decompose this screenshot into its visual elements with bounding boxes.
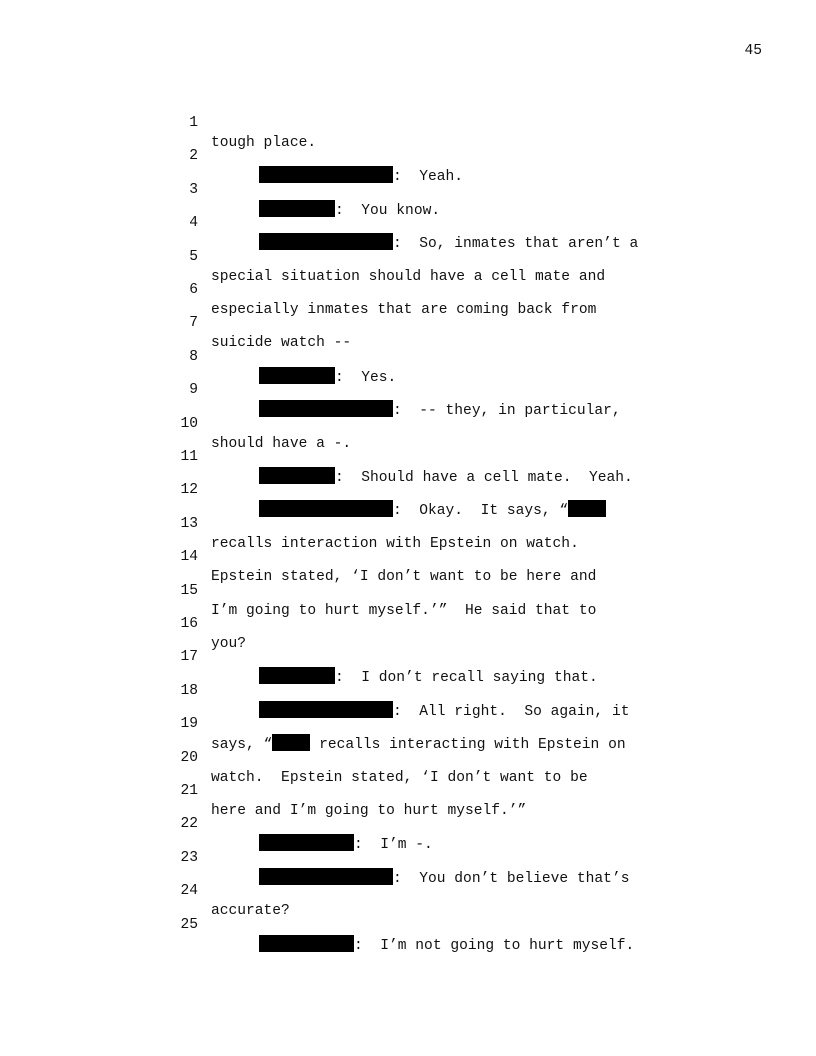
redaction-block — [259, 166, 393, 183]
redaction-block — [259, 467, 335, 484]
line-number: 4 — [189, 215, 198, 232]
line-text: : Should have a cell mate. Yeah. — [335, 470, 633, 486]
line-text: should have a -. — [211, 435, 352, 452]
line-number: 2 — [189, 148, 198, 165]
line-text: : So, inmates that aren’t a — [393, 236, 639, 253]
line-text: special situation should have a cell mate and — [211, 268, 606, 285]
line-number: 14 — [180, 549, 198, 566]
redaction-block — [272, 734, 310, 751]
redaction-block — [568, 500, 606, 517]
line-text: : Yes. — [335, 369, 397, 386]
line-text: I’m going to hurt myself.’” He said that to — [211, 602, 597, 619]
line-number: 8 — [189, 348, 198, 365]
line-text-after: recalls interacting with Epstein on — [310, 737, 626, 754]
line-number: 22 — [180, 816, 198, 833]
line-number: 5 — [189, 248, 198, 265]
line-number: 7 — [189, 315, 198, 332]
line-number: 9 — [189, 382, 198, 399]
redaction-block — [259, 667, 335, 684]
redaction-block — [259, 233, 393, 250]
transcript-line — [0, 394, 352, 452]
line-text: recalls interaction with Epstein on watch. — [211, 535, 579, 552]
page-number: 45 — [744, 43, 762, 59]
line-number: 13 — [180, 515, 198, 532]
redaction-block — [259, 367, 335, 384]
line-number: 25 — [180, 916, 198, 933]
line-text: : I’m not going to hurt myself. — [354, 937, 635, 954]
line-text: : You don’t believe that’s — [393, 870, 630, 887]
line-text: tough place. — [211, 135, 317, 151]
line-number: 1 — [189, 115, 198, 131]
line-number: 24 — [180, 883, 198, 900]
line-text: especially inmates that are coming back from — [211, 302, 597, 318]
redaction-block — [259, 500, 393, 517]
line-number: 12 — [180, 482, 198, 499]
line-text: you? — [211, 636, 247, 652]
line-number: 19 — [180, 716, 198, 733]
line-number: 16 — [180, 616, 198, 632]
transcript-line — [0, 594, 247, 652]
line-text: watch. Epstein stated, ‘I don’t want to be — [211, 769, 588, 786]
line-text: : You know. — [335, 202, 441, 219]
line-number: 18 — [180, 682, 198, 699]
transcript-line — [0, 427, 633, 486]
line-text: : -- they, in particular, — [393, 403, 621, 420]
transcript-line — [0, 93, 317, 151]
line-number: 6 — [189, 282, 198, 298]
line-text: : I’m -. — [354, 837, 433, 854]
line-text: here and I’m going to hurt myself.’” — [211, 803, 527, 819]
line-number: 17 — [180, 649, 198, 666]
redaction-block — [259, 200, 335, 217]
transcript-line — [0, 861, 290, 920]
line-text: Epstein stated, ‘I don’t want to be here and — [211, 569, 597, 586]
line-text: accurate? — [211, 903, 290, 920]
line-text: says, “ — [211, 737, 273, 754]
line-number: 3 — [189, 181, 198, 198]
line-text: : I don’t recall saying that. — [335, 670, 598, 687]
line-text: suicide watch -- — [211, 335, 352, 352]
line-number: 15 — [180, 582, 198, 599]
line-number: 11 — [180, 449, 198, 465]
line-text: : All right. So again, it — [393, 703, 630, 720]
line-number: 23 — [180, 849, 198, 866]
line-number: 10 — [180, 415, 198, 432]
redaction-block — [259, 701, 393, 718]
line-number: 20 — [180, 749, 198, 766]
redaction-block — [259, 400, 393, 417]
redaction-block — [259, 868, 393, 885]
line-number: 21 — [180, 783, 198, 799]
line-text: : Yeah. — [393, 169, 464, 186]
line-text: : Okay. It says, “ — [393, 503, 569, 520]
transcript-line — [0, 293, 352, 352]
redaction-block — [259, 935, 354, 952]
redaction-block — [259, 834, 354, 851]
